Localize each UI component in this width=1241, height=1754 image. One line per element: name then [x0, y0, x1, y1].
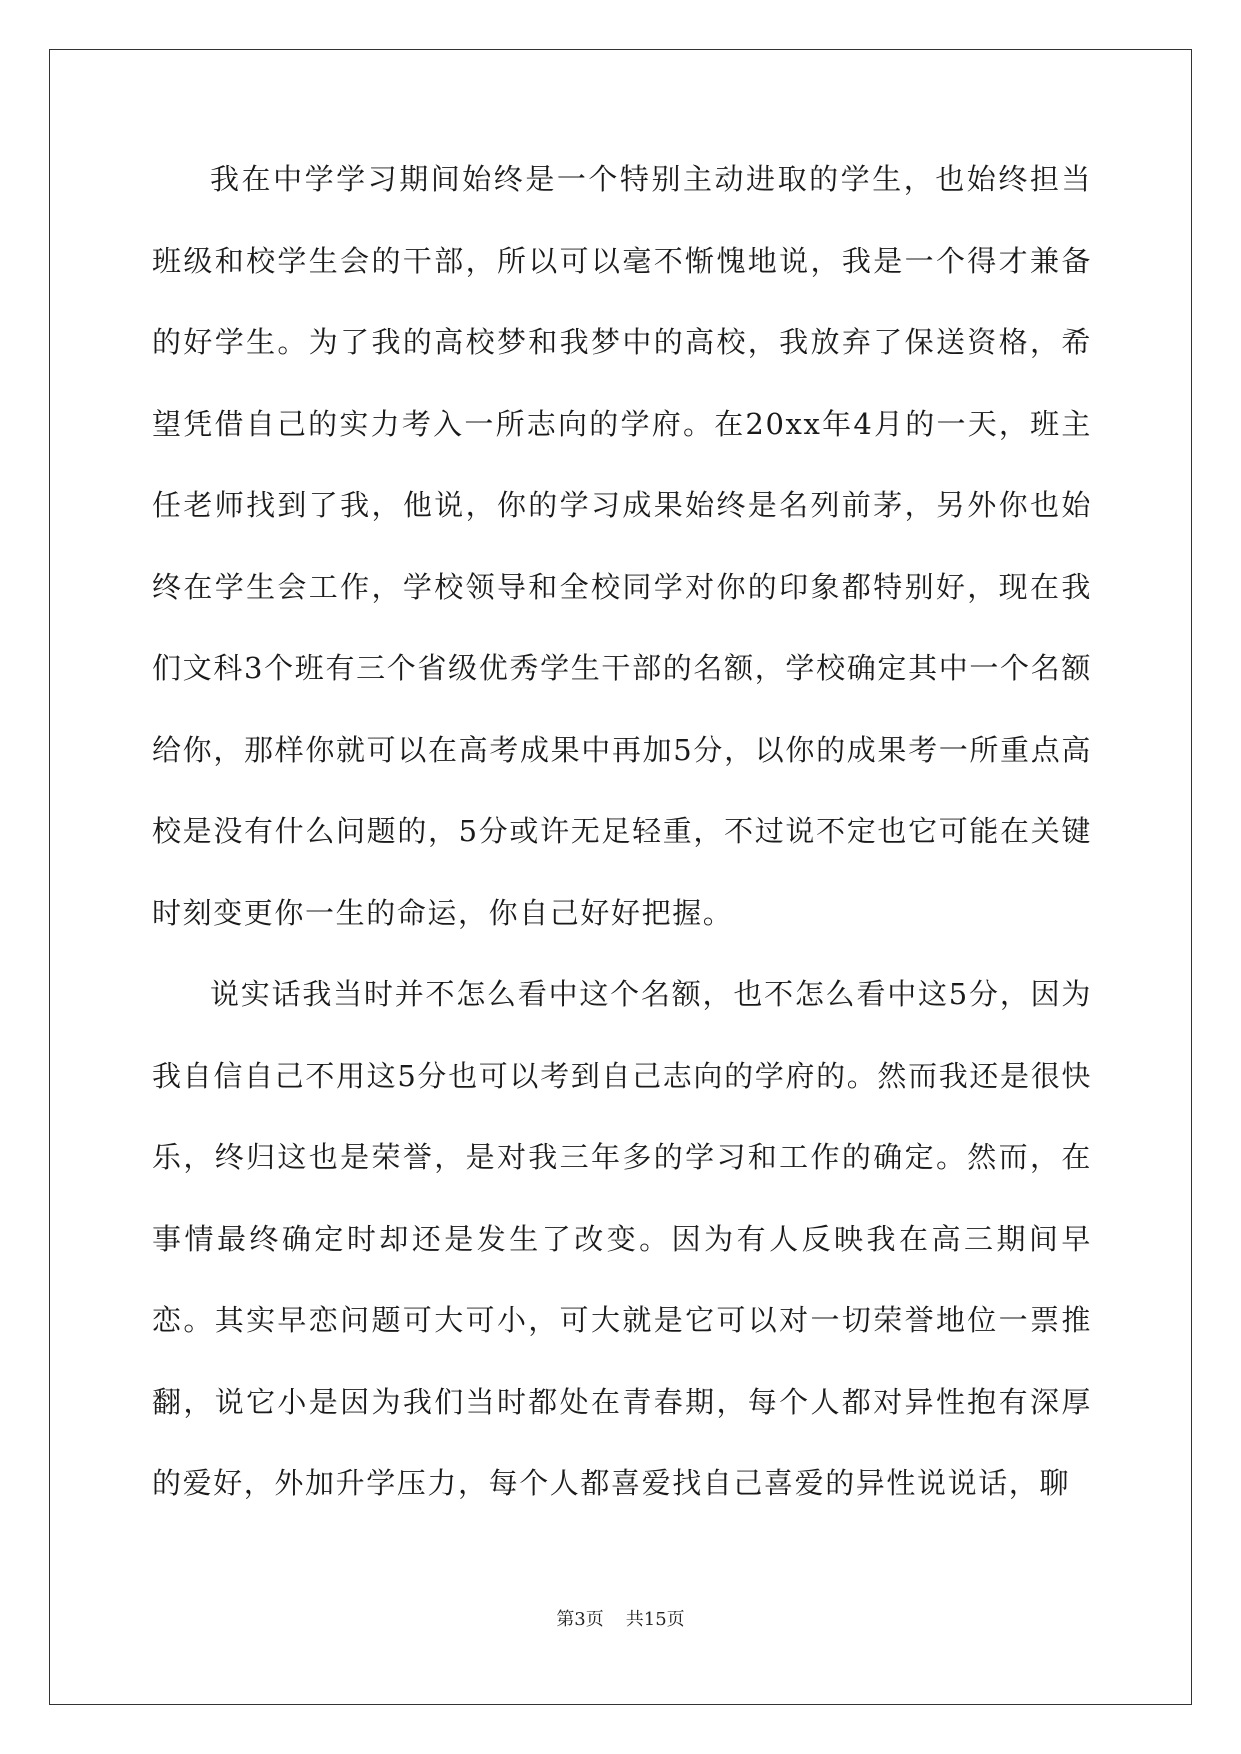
page-total: 共15页	[625, 1609, 685, 1630]
page-number: 第3页	[556, 1609, 604, 1630]
paragraph: 我在中学学习期间始终是一个特别主动进取的学生，也始终担当班级和校学生会的干部，所以可以毫不惭愧地说，我是一个得才兼备的好学生。为了我的高校梦和我梦中的高校，我放弃了保送资格，希望凭借自己的实力考入一所志向的学府。在20xx年4月的一天，班主任老师找到了我，他说，你的学习成果始终是名列前茅，另外你也始终在学生会工作，学校领导和全校同学对你的印象都特别好，现在我们文科3个班有三个省级优秀学生干部的名额，学校确定其中一个名额给你，那样你就可以在高考成果中再加5分，以你的成果考一所重点高校是没有什么问题的，5分或许无足轻重，不过说不定也它可能在关键时刻变更你一生的命运，你自己好好把握。	[152, 162, 1092, 930]
paragraph: 说实话我当时并不怎么看中这个名额，也不怎么看中这5分，因为我自信自己不用这5分也可以考到自己志向的学府的。然而我还是很快乐，终归这也是荣誉，是对我三年多的学习和工作的确定。然而，在事情最终确定时却还是发生了改变。因为有人反映我在高三期间早恋。其实早恋问题可大可小，可大就是它可以对一切荣誉地位一票推翻，说它小是因为我们当时都处在青春期，每个人都对异性抱有深厚的爱好，外加升学压力，每个人都喜爱找自己喜爱的异性说说话，聊	[152, 977, 1092, 1500]
document-body	[152, 163, 1092, 1525]
page-footer	[0, 1605, 1241, 1631]
